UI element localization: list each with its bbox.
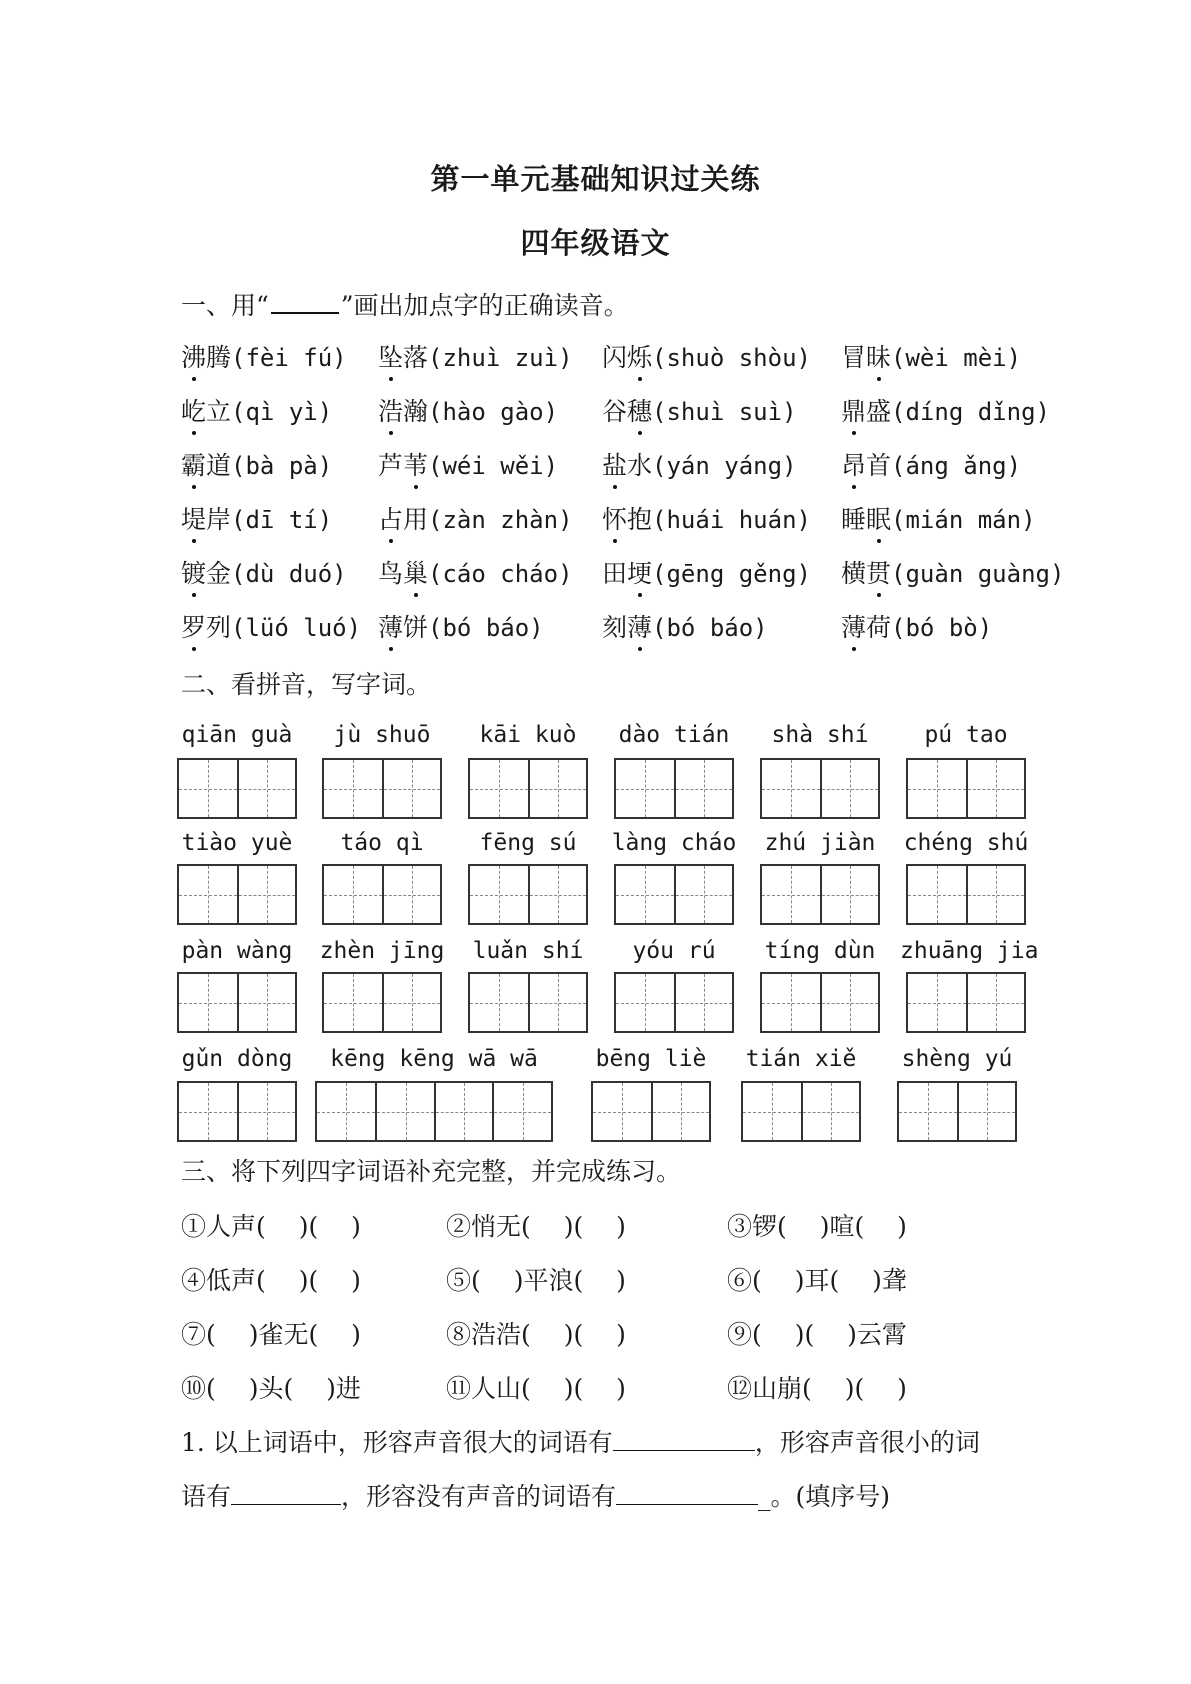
idiom-fill-item[interactable]: ⑤( )平浪( ): [446, 1266, 626, 1295]
dotted-character: 占: [378, 500, 403, 536]
tianzige-cell[interactable]: [801, 1083, 859, 1140]
pronunciation-item[interactable]: [841, 446, 1021, 482]
pinyin-prompt: zhèn jīng: [319, 938, 445, 964]
pinyin-prompt: luǎn shí: [472, 938, 584, 964]
tianzige-cell[interactable]: [966, 760, 1024, 817]
tianzige-cell[interactable]: [957, 1083, 1015, 1140]
dotted-character: 埂: [627, 554, 652, 590]
dotted-character: 镀: [181, 554, 206, 590]
tianzige-cell[interactable]: [966, 974, 1024, 1031]
answer-blank-quiet[interactable]: [231, 1482, 341, 1505]
pronunciation-item[interactable]: [378, 392, 558, 428]
word-plain: 田: [602, 559, 628, 588]
word-plain: 盛: [866, 397, 892, 426]
dotted-character: 堤: [181, 500, 206, 536]
pinyin-prompt: jù shuō: [333, 722, 431, 748]
underline-sample: [271, 290, 339, 314]
question-text: ，形容没有声音的词语有: [341, 1482, 617, 1511]
question-text: ，形容声音很小的词: [754, 1428, 980, 1457]
pinyin-options[interactable]: (fèi fú): [231, 344, 347, 372]
pinyin-options[interactable]: (shuì suì): [652, 398, 797, 426]
dotted-character: 盐: [602, 446, 627, 482]
tianzige-cell[interactable]: [528, 866, 586, 923]
pinyin-options[interactable]: (dī tí): [231, 506, 333, 534]
tianzige-cell[interactable]: [762, 974, 820, 1031]
pinyin-options[interactable]: (yán yáng): [652, 452, 797, 480]
pinyin-options[interactable]: (cáo cháo): [428, 560, 573, 588]
dotted-character: 薄: [841, 608, 866, 644]
pinyin-options[interactable]: (bà pà): [231, 452, 333, 480]
pinyin-options[interactable]: (díng dǐng): [891, 398, 1050, 426]
tianzige-cell[interactable]: [674, 760, 732, 817]
tianzige-cell[interactable]: [492, 1083, 551, 1140]
tianzige-cell[interactable]: [382, 866, 440, 923]
tianzige-cell[interactable]: [324, 760, 382, 817]
tianzige-cell[interactable]: [762, 866, 820, 923]
writing-grid-box[interactable]: [741, 1081, 861, 1142]
dotted-character: 坠: [378, 338, 403, 374]
tianzige-cell[interactable]: [470, 760, 528, 817]
pinyin-prompt: làng cháo: [611, 830, 737, 856]
writing-grid-box[interactable]: [906, 758, 1026, 819]
tianzige-cell[interactable]: [820, 760, 878, 817]
tianzige-cell[interactable]: [375, 1083, 434, 1140]
answer-blank-silent[interactable]: [616, 1482, 758, 1505]
pinyin-prompt: kāi kuò: [479, 722, 577, 748]
pronunciation-item[interactable]: [602, 392, 797, 428]
pronunciation-item[interactable]: [602, 608, 768, 644]
word-plain: 用: [403, 505, 429, 534]
section-2-heading: 二、看拼音，写字词。: [181, 670, 432, 699]
tianzige-cell[interactable]: [651, 1083, 709, 1140]
pinyin-options[interactable]: (wèi mèi): [891, 344, 1022, 372]
pinyin-options[interactable]: (hào gào): [428, 398, 559, 426]
pinyin-prompt: tíng dùn: [764, 938, 876, 964]
pronunciation-item[interactable]: [378, 500, 573, 536]
writing-grid-box[interactable]: [315, 1081, 553, 1142]
pinyin-options[interactable]: (zàn zhàn): [428, 506, 573, 534]
word-plain: 谷: [602, 397, 628, 426]
word-plain: 腾: [206, 343, 232, 372]
idiom-fill-item[interactable]: ⑦( )雀无( ): [181, 1320, 361, 1349]
tianzige-cell[interactable]: [237, 1083, 295, 1140]
question-1-line-1: [181, 1423, 980, 1459]
word-plain: 冒: [841, 343, 867, 372]
pinyin-prompt: zhú jiàn: [764, 830, 876, 856]
pinyin-options[interactable]: (guàn guàng): [891, 560, 1065, 588]
tianzige-cell[interactable]: [317, 1083, 375, 1140]
pinyin-options[interactable]: (gēng gěng): [652, 560, 811, 588]
idiom-fill-item[interactable]: ⑫山崩( )( ): [727, 1374, 907, 1403]
pinyin-options[interactable]: (bó báo): [652, 614, 768, 642]
dotted-character: 沸: [181, 338, 206, 374]
writing-grid-box[interactable]: [468, 864, 588, 925]
pinyin-options[interactable]: (lüó luó): [231, 614, 362, 642]
dotted-character: 霸: [181, 446, 206, 482]
pinyin-options[interactable]: (dù duó): [231, 560, 347, 588]
pinyin-options[interactable]: (bó báo): [428, 614, 544, 642]
pinyin-prompt: shà shí: [771, 722, 869, 748]
writing-grid-box[interactable]: [897, 1081, 1017, 1142]
word-plain: 立: [206, 397, 232, 426]
tianzige-cell[interactable]: [616, 974, 674, 1031]
writing-grid-box[interactable]: [760, 972, 880, 1033]
pinyin-prompt: tián xiě: [745, 1046, 857, 1072]
tianzige-cell[interactable]: [470, 866, 528, 923]
section-1-heading-prefix: 一、用“: [181, 291, 269, 320]
dotted-character: 昂: [841, 446, 866, 482]
tianzige-cell[interactable]: [528, 974, 586, 1031]
answer-blank-loud[interactable]: [613, 1428, 755, 1451]
writing-grid-box[interactable]: [614, 864, 734, 925]
pronunciation-item[interactable]: [602, 500, 811, 536]
dotted-character: 巢: [403, 554, 428, 590]
pinyin-prompt: tiào yuè: [181, 830, 293, 856]
word-plain: 荷: [866, 613, 892, 642]
question-text: _。(填序号): [758, 1482, 891, 1511]
pinyin-options[interactable]: (bó bò): [891, 614, 993, 642]
pronunciation-item[interactable]: [181, 392, 332, 428]
pinyin-prompt: táo qì: [340, 830, 424, 856]
page-title: 第一单元基础知识过关练: [430, 162, 761, 196]
writing-grid-box[interactable]: [614, 972, 734, 1033]
page-subtitle: 四年级语文: [520, 226, 671, 260]
idiom-fill-item[interactable]: ⑧浩浩( )( ): [446, 1320, 626, 1349]
writing-grid-box[interactable]: [177, 1081, 297, 1142]
writing-grid-box[interactable]: [906, 864, 1026, 925]
writing-grid-box[interactable]: [760, 864, 880, 925]
dotted-character: 浩: [378, 392, 403, 428]
tianzige-cell[interactable]: [324, 974, 382, 1031]
section-1-heading: [181, 286, 629, 322]
writing-grid-box[interactable]: [177, 758, 297, 819]
word-plain: 睡: [841, 505, 867, 534]
idiom-fill-item[interactable]: ⑪人山( )( ): [446, 1374, 626, 1403]
tianzige-cell[interactable]: [179, 974, 237, 1031]
pronunciation-item[interactable]: [181, 500, 332, 536]
writing-grid-box[interactable]: [468, 758, 588, 819]
tianzige-cell[interactable]: [820, 974, 878, 1031]
pronunciation-item[interactable]: [181, 338, 347, 374]
question-1-line-2: [181, 1477, 890, 1513]
writing-grid-box[interactable]: [177, 972, 297, 1033]
pinyin-options[interactable]: (qì yì): [231, 398, 333, 426]
idiom-fill-item[interactable]: ③锣( )喧( ): [727, 1212, 907, 1241]
pronunciation-item[interactable]: [841, 554, 1064, 590]
word-plain: 水: [627, 451, 653, 480]
word-plain: 落: [403, 343, 429, 372]
pronunciation-item[interactable]: [181, 554, 347, 590]
idiom-fill-item[interactable]: ⑥( )耳( )聋: [727, 1266, 907, 1295]
word-plain: 鸟: [378, 559, 404, 588]
tianzige-cell[interactable]: [324, 866, 382, 923]
tianzige-cell[interactable]: [237, 866, 295, 923]
tianzige-cell[interactable]: [616, 760, 674, 817]
pinyin-prompt: kēng kēng wā wā: [330, 1046, 538, 1072]
tianzige-cell[interactable]: [908, 974, 966, 1031]
word-plain: 列: [206, 613, 232, 642]
tianzige-cell[interactable]: [179, 1083, 237, 1140]
idiom-fill-item[interactable]: ①人声( )( ): [181, 1212, 361, 1241]
tianzige-cell[interactable]: [593, 1083, 651, 1140]
word-plain: 岸: [206, 505, 232, 534]
idiom-fill-item[interactable]: ②悄无( )( ): [446, 1212, 626, 1241]
section-1-heading-suffix: ”画出加点字的正确读音。: [340, 291, 629, 320]
dotted-character: 薄: [627, 608, 652, 644]
pinyin-prompt: gǔn dòng: [181, 1046, 293, 1072]
pronunciation-item[interactable]: [602, 446, 797, 482]
tianzige-cell[interactable]: [966, 866, 1024, 923]
pinyin-prompt: fēng sú: [479, 830, 577, 856]
writing-grid-box[interactable]: [591, 1081, 711, 1142]
pronunciation-item[interactable]: [841, 392, 1050, 428]
dotted-character: 苇: [403, 446, 428, 482]
pronunciation-item[interactable]: [841, 608, 992, 644]
pinyin-prompt: dào tián: [618, 722, 730, 748]
writing-grid-box[interactable]: [322, 758, 442, 819]
pinyin-prompt: qiān guà: [181, 722, 293, 748]
word-plain: 首: [866, 451, 892, 480]
pinyin-options[interactable]: (huái huán): [652, 506, 811, 534]
word-plain: 抱: [627, 505, 653, 534]
word-plain: 饼: [403, 613, 429, 642]
pinyin-options[interactable]: (áng ǎng): [891, 452, 1022, 480]
word-plain: 刻: [602, 613, 628, 642]
dotted-character: 穗: [627, 392, 652, 428]
pronunciation-item[interactable]: [181, 608, 361, 644]
dotted-character: 怀: [602, 500, 627, 536]
pinyin-options[interactable]: (wéi wěi): [428, 452, 559, 480]
tianzige-cell[interactable]: [179, 866, 237, 923]
tianzige-cell[interactable]: [743, 1083, 801, 1140]
idiom-fill-item[interactable]: ④低声( )( ): [181, 1266, 361, 1295]
tianzige-cell[interactable]: [237, 760, 295, 817]
tianzige-cell[interactable]: [382, 760, 440, 817]
tianzige-cell[interactable]: [470, 974, 528, 1031]
tianzige-cell[interactable]: [528, 760, 586, 817]
pronunciation-item[interactable]: [181, 446, 332, 482]
pinyin-prompt: pàn wàng: [181, 938, 293, 964]
word-plain: 闪: [602, 343, 628, 372]
word-plain: 瀚: [403, 397, 429, 426]
tianzige-cell[interactable]: [820, 866, 878, 923]
pronunciation-item[interactable]: [602, 554, 811, 590]
question-text: 1. 以上词语中，形容声音很大的词语有: [181, 1428, 613, 1457]
dotted-character: 薄: [378, 608, 403, 644]
word-plain: 横: [841, 559, 867, 588]
dotted-character: 眠: [866, 500, 891, 536]
pronunciation-item[interactable]: [602, 338, 811, 374]
pinyin-prompt: pú tao: [924, 722, 1008, 748]
dotted-character: 罗: [181, 608, 206, 644]
question-text: 语有: [181, 1482, 232, 1511]
pronunciation-item[interactable]: [378, 554, 573, 590]
pronunciation-item[interactable]: [378, 338, 573, 374]
writing-grid-box[interactable]: [614, 758, 734, 819]
word-plain: 芦: [378, 451, 404, 480]
tianzige-cell[interactable]: [382, 974, 440, 1031]
writing-grid-box[interactable]: [906, 972, 1026, 1033]
pinyin-prompt: yóu rú: [632, 938, 716, 964]
dotted-character: 鼎: [841, 392, 866, 428]
tianzige-cell[interactable]: [762, 760, 820, 817]
pronunciation-item[interactable]: [841, 338, 1021, 374]
pinyin-prompt: chéng shú: [903, 830, 1029, 856]
section-3-heading: 三、将下列四字词语补充完整，并完成练习。: [181, 1157, 682, 1186]
writing-grid-box[interactable]: [322, 864, 442, 925]
pronunciation-item[interactable]: [378, 608, 544, 644]
pinyin-options[interactable]: (shuò shòu): [652, 344, 811, 372]
word-plain: 金: [206, 559, 232, 588]
dotted-character: 烁: [627, 338, 652, 374]
word-plain: 道: [206, 451, 232, 480]
pinyin-prompt: shèng yú: [901, 1046, 1013, 1072]
dotted-character: 屹: [181, 392, 206, 428]
dotted-character: 贯: [866, 554, 891, 590]
tianzige-cell[interactable]: [237, 974, 295, 1031]
dotted-character: 昧: [866, 338, 891, 374]
tianzige-cell[interactable]: [616, 866, 674, 923]
tianzige-cell[interactable]: [434, 1083, 493, 1140]
pronunciation-item[interactable]: [841, 500, 1036, 536]
pinyin-prompt: zhuāng jia: [900, 938, 1039, 964]
tianzige-cell[interactable]: [908, 866, 966, 923]
pronunciation-item[interactable]: [378, 446, 558, 482]
idiom-fill-item[interactable]: ⑨( )( )云霄: [727, 1320, 907, 1349]
tianzige-cell[interactable]: [179, 760, 237, 817]
tianzige-cell[interactable]: [908, 760, 966, 817]
tianzige-cell[interactable]: [674, 974, 732, 1031]
idiom-fill-item[interactable]: ⑩( )头( )进: [181, 1374, 361, 1403]
writing-grid-box[interactable]: [760, 758, 880, 819]
tianzige-cell[interactable]: [674, 866, 732, 923]
writing-grid-box[interactable]: [468, 972, 588, 1033]
writing-grid-box[interactable]: [177, 864, 297, 925]
writing-grid-box[interactable]: [322, 972, 442, 1033]
pinyin-options[interactable]: (zhuì zuì): [428, 344, 573, 372]
tianzige-cell[interactable]: [899, 1083, 957, 1140]
pinyin-prompt: bēng liè: [595, 1046, 707, 1072]
pinyin-options[interactable]: (mián mán): [891, 506, 1036, 534]
